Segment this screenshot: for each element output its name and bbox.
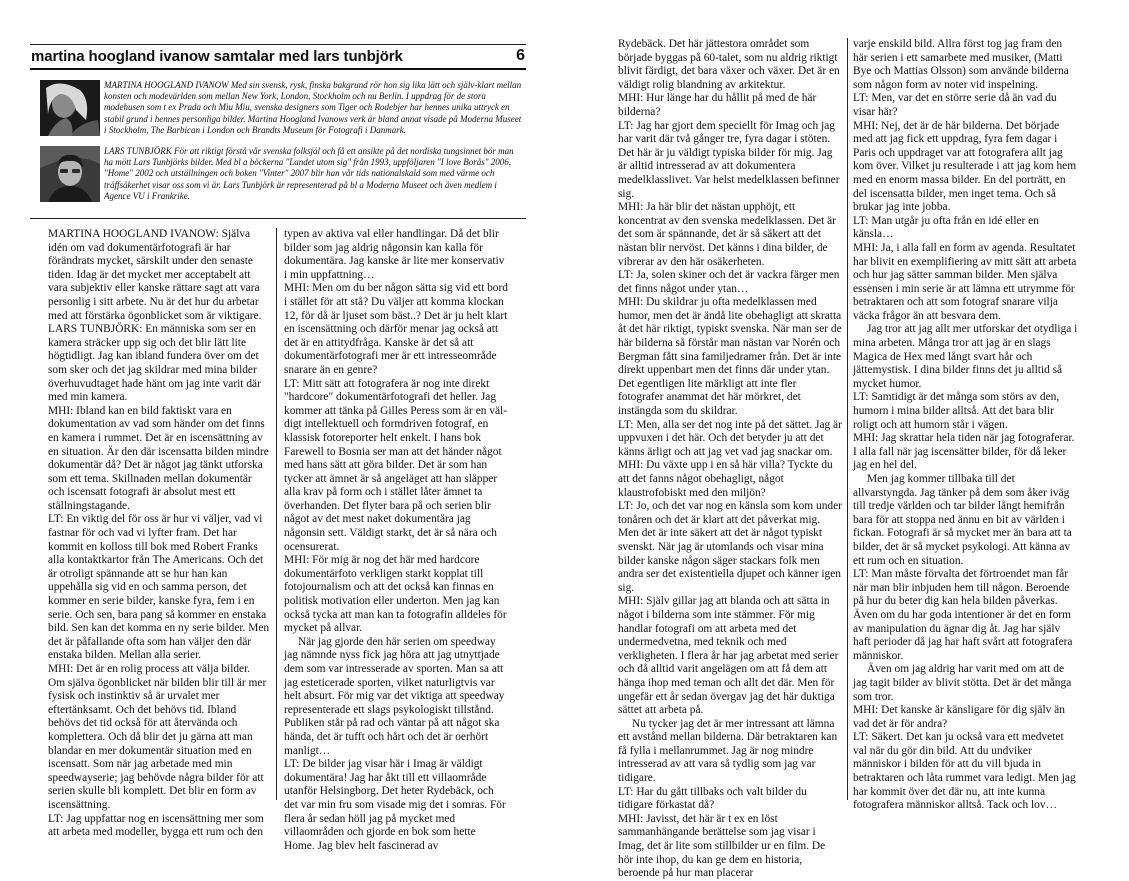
paragraph: LT: Jo, och det var nog en känsla som kom under tonåren och det är klart att det påverkat mig. Men det är inte säkert att det är något typiskt svenskt. När jag är utomlands och visar mina bilder kanske någon säger stackars folk men andra ser det existentiella djupet och känner igen sig.	[618, 500, 842, 594]
paragraph: MHI: Ja, i alla fall en form av agenda. Resultatet har blivit en exemplifiering av mitt sätt att arbeta och hur jag sätter samman bilder. Men själva essensen i min serie är att lämna ett utrymme för betraktaren och att som fotograf snarare vilja väcka frågor än att besvara dem.	[853, 241, 1077, 322]
paragraph: MHI: Jag skrattar hela tiden när jag fotograferar. I alla fall när jag iscensätter bilder, för då leker jag en hel del.	[853, 432, 1075, 472]
header-rule-top	[30, 44, 526, 45]
paragraph: LT: En viktig del för oss är hur vi väljer, vad vi fastnar för och vad vi lyfter fram. Det har kommit en kolloss till bok med Robert Franks alla kontaktkartor från The Americans. Och det är otroligt spännande att se hur han kan uppehålla sig vid en och samma person, det kommer en serie bilder, kanske fyra, fem i en serie. Och sen, bara pang så kommer en enstaka bild. Sen kan det komma en ny serie bilder. Men det är påfallande ofta som han väljer den där enstaka bilden. Mellan alla serier.	[48, 513, 270, 662]
paragraph: LARS TUNBJÖRK: En människa som ser en kamera sträcker upp sig och det blir lätt lite högtidligt. Jag kan ibland fundera över om det som sker och det jag skildrar med mina bilder överhuvudtaget hade hänt om jag inte varit där med min kamera.	[48, 323, 261, 404]
paragraph: MHI: Ja här blir det nästan upphöjt, ett koncentrat av den svenska medelklassen. Det är det som är spännande, det är så säkert att det nästan blir nervöst. Det känns i dina bilder, de vibrerar av den här osäkerheten.	[618, 201, 836, 268]
bio-martina	[30, 80, 526, 136]
column-divider	[276, 228, 277, 800]
paragraph: MHI: Nej, det är de här bilderna. Det började med att jag fick ett uppdrag, fyra fem dagar i Paris och uppdraget var att fotografera allt jag kom över. Vilket ju resulterade i att jag kom hem med en enorm massa bilder. En del porträtt, en del iscensatta bilder, men inget tema. Och så brukar jag inte jobba.	[853, 119, 1077, 214]
text-column-2	[284, 228, 508, 853]
bio-text-lars: LARS TUNBJÖRK För att riktigt förstå vår svenska folksjäl och få ett ansikte på det nordiska tungsinnet bör man ha mött Lars Tunbjörks bilder. Med bl a böckerna "Landet utom sig" från 1993, uppföljaren "I love Borås" 2006, "Home" 2002 och utställningen och boken "Vinter" 2007 blir han vår tids nationalskald som med värme och träffsäkerhet visar oss som vi är. Lars Tunbjörk är representerad på bl a Moderna Museet och även medlem i Agence VU i Frankrike.	[104, 146, 514, 201]
paragraph: LT: Man utgår ju ofta från en idé eller en känsla…	[853, 214, 1039, 241]
paragraph: LT: De bilder jag visar här i Imag är väldigt dokumentära! Jag har åkt till ett villaområde utanför Helsingborg. Det heter Rydebäck, och det var min fru som visade mig det i somras. För flera år sedan höll jag på mycket med villaområden och gjorde en bok som hette Home. Jag blev helt fascinerad av	[284, 758, 506, 852]
article-title: martina hoogland ivanow samtalar med lars tunbjörk	[31, 48, 403, 65]
paragraph: LT: Har du gått tillbaks och valt bilder du tidigare förkastat då?	[618, 785, 807, 812]
paragraph: MHI: Själv gillar jag att blanda och att sätta in något i bilderna som inte stämmer. För mig handlar fotografi om att arbeta med det undermedvetna, med teknik och med verkligheten. I flera år har jag arbetat med serier och då alltid varit angelägen om att få dem att hänga ihop med teman och allt det där. Men för ungefär ett år sedan övergav jag det här duktiga sättet att arbeta på.	[618, 595, 839, 717]
paragraph: MHI: Du skildrar ju ofta medelklassen med humor, men det är ändå lite obehagligt att skratta åt det här riktigt, typiskt svenska. När man ser de här bilderna så förstår man nästan var Norén och Bergman fått sina familjedramer från. Det är inte direkt uppenbart men det finns där under ytan. Det egentligen lite märkligt att inte fler fotografer anammat det här mörkret, det instängda som du skildrar.	[618, 296, 842, 418]
paragraph: LT: Samtidigt är det många som störs av den, humorn i mina bilder alltså. Att det bara blir roligt och att humorn står i vägen.	[853, 391, 1060, 431]
text-column-4	[853, 38, 1079, 813]
paragraph: varje enskild bild. Allra först tog jag fram den här serien i ett samarbete med musiker, (Matti Bye och Mattias Olsson) som använde bilderna som någon form av noter vid inspelning.	[853, 38, 1069, 91]
page-number: 6	[516, 47, 525, 64]
paragraph: MHI: Hur länge har du hållit på med de här bilderna?	[618, 92, 817, 118]
bio-section-rule	[30, 218, 526, 219]
paragraph: LT: Säkert. Det kan ju också vara ett medvetet val när du gör din bild. Att du undviker människor i bilden för att du vill bjuda in betraktaren och låta rummet vara ledigt. Men jag har kommit över det där nu, att inte kunna fotografera människor alltså. Tack och lov…	[853, 731, 1076, 812]
bio-text-martina: MARTINA HOOGLAND IVANOW Med sin svensk, rysk, finska bakgrund rör hon sig lika lätt och själv-klart mellan konsten och modevärlden som mellan New York, London, Stockholm och nu Berlin. I uppdrag för de stora modehusen som t ex Prada och Miu Miu, svenska designers som Tiger och Rodebjer har hennes unika uttryck en stabil grund i hennes personliga bilder. Martina Hoogland Ivanows verk är bland annat visade på Moderna Museet i Stockholm, The Barbican i London och Brandts Museum för Fotografi i Danmark.	[104, 80, 522, 135]
paragraph: MARTINA HOOGLAND IVANOW: Själva idén om vad dokumentärfotografi är har förändrats mycket, särskilt under den senaste tiden. Idag är det mycket mer acceptabelt att vara subjektiv eller kanske rättare sagt att vara personlig i sitt arbete. Nu är det hur du arbetar med att förstärka ögonblicket som är viktigare.	[48, 228, 262, 322]
paragraph: När jag gjorde den här serien om speedway jag nämnde nyss fick jag höra att jag utnyttjade dem som var intresserade av sporten. Man sa att jag esteticerade sporten, vilket naturligtvis var helt absurt. För mig var det viktiga att speedway representerade ett slags psykologiskt tillstånd. Publiken står på rad och väntar på att något ska hända, det är tufft och hårt och det är oerhört manligt…	[284, 635, 505, 757]
bio-lars	[30, 146, 526, 202]
paragraph: MHI: Ibland kan en bild faktiskt vara en dokumentation av vad som händer om det finns en kamera i rummet. Det är en iscensättning av en situation. Är den där iscensatta bilden mindre dokumentär då? Det är något jag tänkt utforska som ett tema. Skillnaden mellan dokumentär och iscensatt fotografi är absolut mest ett ställningstagande.	[48, 404, 269, 512]
paragraph: MHI: Du växte upp i en så här villa? Tyckte du att det fanns något obehagligt, något klaustrofobiskt med den miljön?	[618, 459, 833, 499]
paragraph: LT: Ja, solen skiner och det är vackra färger men det finns något under ytan…	[618, 269, 840, 295]
text-column-1	[48, 228, 270, 840]
paragraph: MHI: Det är en rolig process att välja bilder. Om själva ögonblicket när bilden blir till är mer fysisk och instinktiv så är urvalet mer eftertänksamt. Och det behövs tid. Ibland behövs det tid också för att återvända och komplettera. Och då blir det ju gärna att man blandar en mer dokumentär situation med en iscensatt. Som när jag arbetade med min speedwayserie; jag behövde några bilder för att serien skulle bli komplett. Det blir en form av iscensättning.	[48, 663, 267, 811]
column-divider	[847, 38, 848, 800]
portrait-photo-lars	[40, 146, 100, 202]
paragraph: MHI: Det kanske är känsligare för dig själv än vad det är för andra?	[853, 704, 1065, 730]
paragraph: typen av aktiva val eller handlingar. Då det blir bilder som jag aldrig någonsin kan kalla för dokumentära. Jag kanske är lite mer konservativ i min uppfattning…	[284, 228, 505, 281]
text-column-3	[618, 38, 842, 881]
paragraph: LT: Jag uppfattar nog en iscensättning mer som att arbeta med modeller, bygga ett rum och den	[48, 812, 264, 839]
paragraph: MHI: Men om du ber någon sätta sig vid ett bord i stället för att stå? Du väljer att komma klockan 12, för då är ljuset som bäst..? Det är ju helt klart en iscensättning och därför menar jag också att det är en attitydfråga. Kanske är det så att dokumentärfotografi mer är ett intresseområde snarare än en genre?	[284, 282, 508, 376]
portrait-photo-martina	[40, 80, 100, 136]
paragraph: LT: Men, var det en större serie då än vad du visar här?	[853, 92, 1057, 118]
header-rule-bottom	[30, 68, 526, 70]
paragraph: Även om jag aldrig har varit med om att de jag tagit bilder av blivit stötta. Det är det många som tror.	[853, 663, 1072, 703]
paragraph: LT: Jag har gjort dem speciellt för Imag och jag har varit där två gånger tre, fyra dagar i stöten. Det här är ju väldigt typiska bilder för mig. Jag är alltid intresserad av att dokumentera medelklasslivet. Var helst medelklassen befinner sig.	[618, 119, 840, 200]
paragraph: LT: Man måste förvalta det förtroendet man får när man blir inbjuden hem till någon. Beroende på hur du beter dig kan hela bilden påverkas. Även om du har goda intentioner är det en form av manipulation du ägnar dig åt. Jag har själv haft perioder då jag har haft svårt att fotografera människor.	[853, 568, 1073, 662]
paragraph: Nu tycker jag det är mer intressant att lämna ett avstånd mellan bilderna. Där betraktaren kan få fylla i mellanrummet. Jag är nog mindre intresserad av att vara så tydlig som jag var tidigare.	[618, 717, 838, 785]
paragraph: Men jag kommer tillbaka till det allvarstyngda. Jag tänker på dem som åker iväg till tredje världen och tar bilder långt hemifrån bara för att stoppa ned ännu en bit av världen i fickan. Fotografi är så mycket mer än bara att ta bilder, det är så mycket psykologi. Att känna av ett rum och en situation.	[853, 473, 1072, 567]
paragraph: LT: Men, alla ser det nog inte på det sättet. Jag är uppvuxen i det här. Och det betyder ju att det känns ärligt och att jag vet vad jag snackar om.	[618, 418, 842, 458]
paragraph: Jag tror att jag allt mer utforskar det otydliga i mina arbeten. Många tror att jag är en slags Magica de Hex med långt svart hår och jättemystisk. I dina bilder finns det ju alltid så mycket humor.	[853, 323, 1078, 390]
paragraph: Rydebäck. Det här jättestora området som började byggas på 60-talet, som nu aldrig riktigt blivit färdigt, det bara växer och växer. Det är en väldigt rolig blandning av arkitektur.	[618, 38, 840, 91]
paragraph: MHI: Javisst, det här är t ex en löst sammanhängande berättelse som jag visar i Imag, det är lite som stillbilder ur en film. De hör inte ihop, du kan ge dem en historia, beroende på hur man placerar	[618, 812, 826, 880]
paragraph: LT: Mitt sätt att fotografera är nog inte direkt "hardcore" dokumentärfotografi det heller. Jag kommer att tänka på Gilles Peress som är en väl-digt intellektuell och formdriven fotograf, en klassisk fotoreporter helt enkelt. I hans bok Farewell to Bosnia ser man att det händer något med hans sätt att göra bilder. Det är som han tycker att ämnet är så angeläget att han släpper alla krav på form och i stället låter ämnet ta överhanden. Det flyter bara på och serien blir något av det mest naket dokumentära jag någonsin sett. Väldigt starkt, det är så nära och ocensurerat.	[284, 377, 508, 553]
paragraph: MHI: För mig är nog det här med hardcore dokumentärfoto verkligen starkt kopplat till fotojournalism och att det också kan finnas en politisk motivation eller underton. Men jag kan också tycka att man kan ta fotografin alldeles för mycket på allvar.	[284, 554, 507, 635]
